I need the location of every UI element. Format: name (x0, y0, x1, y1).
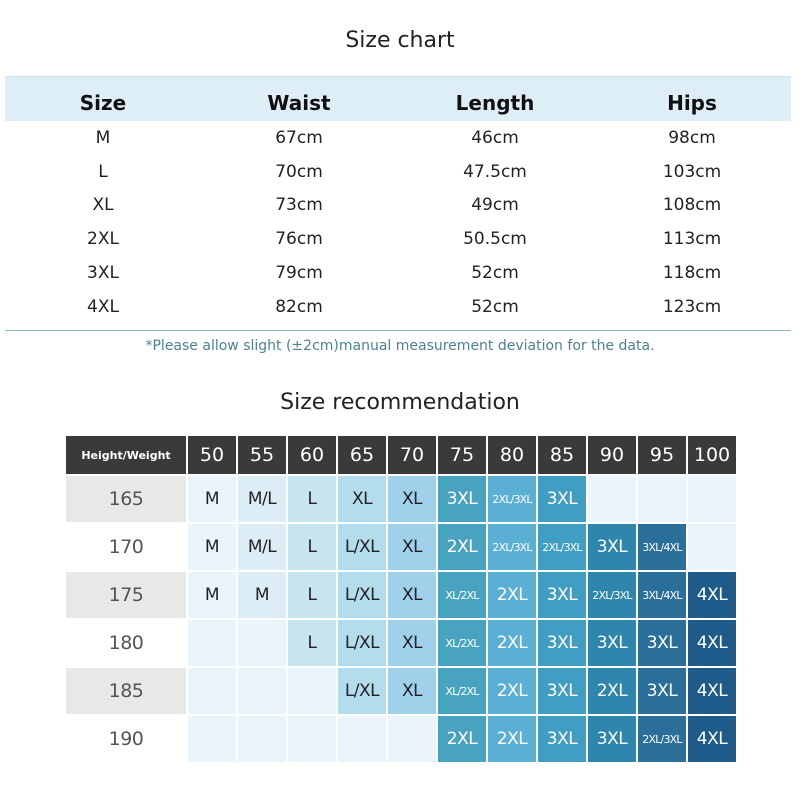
table-cell: M (95, 127, 111, 148)
size-cell: 3XL (638, 668, 688, 714)
size-cell: 4XL (688, 716, 738, 762)
size-recommendation-title: Size recommendation (280, 390, 520, 415)
size-cell: 4XL (688, 668, 738, 714)
header-length: Length (455, 91, 535, 115)
recommendation-row (66, 476, 738, 522)
table-cell: 49cm (471, 195, 519, 216)
size-cell: 3XL (588, 524, 638, 570)
size-cell: 4XL (688, 620, 738, 666)
table-cell: 52cm (471, 296, 519, 317)
size-cell: 3XL (538, 716, 588, 762)
size-cell: 3XL (588, 620, 638, 666)
size-chart-body (5, 121, 791, 330)
size-cell: 3XL/4XL (638, 524, 688, 570)
size-cell (638, 476, 688, 522)
table-cell: 47.5cm (463, 161, 527, 182)
table-cell: 79cm (275, 263, 323, 284)
table-cell: 67cm (275, 127, 323, 148)
size-cell: L (288, 572, 338, 618)
size-cell: 2XL (438, 524, 488, 570)
size-cell: L (288, 620, 338, 666)
size-cell (238, 620, 288, 666)
weight-header: 85 (538, 436, 588, 474)
height-label: 180 (66, 620, 188, 666)
weight-header: 80 (488, 436, 538, 474)
size-chart-title: Size chart (345, 28, 455, 53)
height-label: 165 (66, 476, 188, 522)
size-chart-header (5, 76, 791, 121)
table-cell: 46cm (471, 127, 519, 148)
size-cell: 3XL (438, 476, 488, 522)
weight-header: 75 (438, 436, 488, 474)
table-row (5, 155, 791, 189)
size-cell: 2XL (588, 668, 638, 714)
header-hips: Hips (667, 91, 717, 115)
size-cell: L/XL (338, 620, 388, 666)
recommendation-header-row (66, 436, 738, 474)
size-cell (388, 716, 438, 762)
height-label: 190 (66, 716, 188, 762)
size-cell: 4XL (688, 572, 738, 618)
table-row (5, 290, 791, 324)
table-cell: 73cm (275, 195, 323, 216)
table-cell: 98cm (668, 127, 716, 148)
size-cell: M (238, 572, 288, 618)
size-cell: 3XL (538, 620, 588, 666)
size-cell: XL/2XL (438, 668, 488, 714)
weight-header: 100 (688, 436, 738, 474)
recommendation-row (66, 620, 738, 666)
size-cell: L/XL (338, 668, 388, 714)
size-cell: 3XL (538, 668, 588, 714)
size-cell: XL/2XL (438, 620, 488, 666)
table-cell: 123cm (662, 296, 722, 317)
size-cell: 3XL/4XL (638, 572, 688, 618)
size-cell: 3XL (638, 620, 688, 666)
size-cell: M/L (238, 476, 288, 522)
table-cell: 3XL (87, 263, 119, 284)
size-cell (238, 668, 288, 714)
recommendation-row (66, 572, 738, 618)
size-cell: XL (338, 476, 388, 522)
height-label: 175 (66, 572, 188, 618)
size-cell (588, 476, 638, 522)
size-cell (688, 524, 738, 570)
size-cell (188, 716, 238, 762)
weight-header: 55 (238, 436, 288, 474)
table-row (5, 256, 791, 290)
table-row (5, 222, 791, 256)
size-cell: 2XL (488, 572, 538, 618)
size-cell: XL (388, 524, 438, 570)
size-cell: L/XL (338, 524, 388, 570)
size-cell: M (188, 524, 238, 570)
size-cell: 2XL (488, 668, 538, 714)
weight-header: 70 (388, 436, 438, 474)
size-cell: XL (388, 668, 438, 714)
recommendation-row (66, 668, 738, 714)
header-waist: Waist (267, 91, 331, 115)
size-cell: 2XL (438, 716, 488, 762)
recommendation-body (66, 476, 738, 762)
size-cell: XL (388, 572, 438, 618)
size-cell: 2XL (488, 716, 538, 762)
size-cell (188, 620, 238, 666)
table-cell: 82cm (275, 296, 323, 317)
weight-header: 95 (638, 436, 688, 474)
size-cell: 3XL (538, 476, 588, 522)
size-cell: XL (388, 620, 438, 666)
table-cell: 113cm (662, 229, 722, 250)
size-cell: M/L (238, 524, 288, 570)
size-cell: 2XL/3XL (488, 524, 538, 570)
corner-label: Height/Weight (66, 436, 188, 474)
table-cell: 103cm (662, 161, 722, 182)
weight-header: 60 (288, 436, 338, 474)
table-row (5, 121, 791, 155)
measurement-note: *Please allow slight (±2cm)manual measurement deviation for the data. (145, 338, 655, 354)
table-cell: 70cm (275, 161, 323, 182)
size-cell: L/XL (338, 572, 388, 618)
table-cell: 2XL (87, 229, 119, 250)
table-cell: XL (92, 195, 114, 216)
size-cell: L (288, 524, 338, 570)
size-cell (288, 716, 338, 762)
size-cell: 2XL/3XL (588, 572, 638, 618)
table-cell: 108cm (662, 195, 722, 216)
size-cell (238, 716, 288, 762)
size-cell (288, 668, 338, 714)
size-cell (188, 668, 238, 714)
size-cell: 2XL/3XL (488, 476, 538, 522)
height-label: 170 (66, 524, 188, 570)
table-cell: 52cm (471, 263, 519, 284)
size-cell: M (188, 476, 238, 522)
size-recommendation-grid (66, 436, 738, 762)
table-cell: 4XL (87, 296, 119, 317)
table-cell: L (98, 161, 108, 182)
size-cell (688, 476, 738, 522)
weight-header: 90 (588, 436, 638, 474)
size-cell: XL/2XL (438, 572, 488, 618)
recommendation-row (66, 524, 738, 570)
size-cell: 2XL/3XL (638, 716, 688, 762)
weight-header: 50 (188, 436, 238, 474)
size-cell: 3XL (538, 572, 588, 618)
size-cell: M (188, 572, 238, 618)
header-size: Size (79, 91, 127, 115)
table-row (5, 189, 791, 223)
table-cell: 50.5cm (463, 229, 527, 250)
size-cell: 2XL/3XL (538, 524, 588, 570)
size-chart-table (5, 76, 791, 331)
size-cell: L (288, 476, 338, 522)
weight-header: 65 (338, 436, 388, 474)
table-cell: 76cm (275, 229, 323, 250)
size-cell: 3XL (588, 716, 638, 762)
height-label: 185 (66, 668, 188, 714)
size-cell: 2XL (488, 620, 538, 666)
size-cell (338, 716, 388, 762)
recommendation-row (66, 716, 738, 762)
size-cell: XL (388, 476, 438, 522)
table-cell: 118cm (662, 263, 722, 284)
